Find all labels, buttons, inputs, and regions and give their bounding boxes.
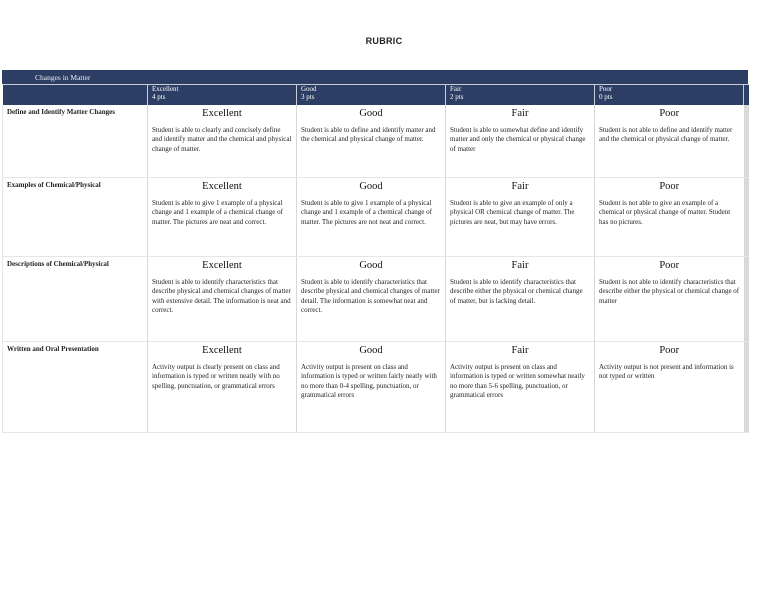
- cell-level: Good: [359, 181, 383, 192]
- rubric-cell: [148, 178, 297, 257]
- cell-description: Activity output is not present and information is not typed or written: [599, 362, 734, 380]
- rubric-cell: [148, 257, 297, 342]
- table-row: [3, 257, 749, 342]
- cell-description: Student is not able to identify characteristics that describe either the physical or chemical change of matter: [599, 277, 740, 305]
- cell-level: Good: [359, 108, 383, 119]
- criterion-name: Written and Oral Presentation: [3, 342, 148, 433]
- rubric-cell: [446, 257, 595, 342]
- cell-description: Student is able to somewhat define and identify matter and only the chemical or physical change of matter: [450, 125, 586, 153]
- table-row: [3, 342, 749, 433]
- header-level-fair: [446, 85, 595, 106]
- rubric-cell: [446, 342, 595, 433]
- cell-description: Student is able to identify characteristics that describe either the physical or chemical change of matter, but is lacking detail.: [450, 277, 583, 305]
- rubric-cell: [446, 178, 595, 257]
- cell-level: Excellent: [202, 181, 242, 192]
- rubric-cell: [297, 105, 446, 178]
- cell-description: Student is able to identify characteristics that describe physical and chemical changes of matter with extensive detail. The information is neat and correct.: [152, 277, 291, 314]
- cell-level: Poor: [659, 345, 680, 356]
- level-points: 2 pts: [450, 93, 464, 101]
- cell-description: Student is able to give an example of only a physical OR chemical change of matter. The pictures are neat, but may have errors.: [450, 198, 575, 226]
- cell-level: Poor: [659, 181, 680, 192]
- rubric-cell: [148, 105, 297, 178]
- cell-description: Student is able to clearly and concisely define and identify matter and the chemical and physical change of matter.: [152, 125, 292, 153]
- level-points: 0 pts: [599, 93, 613, 101]
- header-blank: [3, 85, 148, 106]
- cell-level: Good: [359, 260, 383, 271]
- rubric-cell: [297, 257, 446, 342]
- cell-level: Fair: [511, 260, 529, 271]
- cell-description: Activity output is clearly present on class and information is typed or written neatly with no spelling, punctuation, or grammatical errors: [152, 362, 280, 390]
- header-level-poor: [595, 85, 744, 106]
- cell-description: Activity output is present on class and information is typed or written fairly neatly with no more than 0-4 spelling, punctuation, or grammatical errors: [301, 362, 437, 399]
- rubric-cell: [297, 178, 446, 257]
- cell-level: Poor: [659, 108, 680, 119]
- cell-level: Fair: [511, 181, 529, 192]
- criterion-name: Define and Identify Matter Changes: [3, 105, 148, 178]
- cell-level: Excellent: [202, 345, 242, 356]
- cell-level: Poor: [659, 260, 680, 271]
- table-row: [3, 105, 749, 178]
- rubric-cell: [595, 178, 744, 257]
- row-edge: [744, 178, 749, 257]
- rubric-cell: [297, 342, 446, 433]
- header-level-good: [297, 85, 446, 106]
- row-edge: [744, 342, 749, 433]
- rubric-cell: [148, 342, 297, 433]
- level-name: Poor: [599, 85, 613, 93]
- header-level-excellent: [148, 85, 297, 106]
- row-edge: [744, 257, 749, 342]
- cell-level: Fair: [511, 345, 529, 356]
- table-row: [3, 178, 749, 257]
- level-name: Good: [301, 85, 317, 93]
- rubric-cell: [595, 342, 744, 433]
- rubric-cell: [595, 257, 744, 342]
- header-edge: [744, 85, 749, 106]
- header-row: [3, 85, 749, 106]
- criterion-name: Examples of Chemical/Physical: [3, 178, 148, 257]
- rubric-cell: [595, 105, 744, 178]
- level-name: Fair: [450, 85, 462, 93]
- criterion-name: Descriptions of Chemical/Physical: [3, 257, 148, 342]
- cell-description: Student is able to give 1 example of a physical change and 1 example of a chemical change of matter. The pictures are not neat and correct.: [301, 198, 432, 226]
- rubric-table: [2, 70, 748, 433]
- level-name: Excellent: [152, 85, 179, 93]
- cell-description: Student is not able to define and identify matter and the chemical or physical change of matter.: [599, 125, 733, 143]
- rubric-grid: [2, 84, 749, 433]
- row-edge: [744, 105, 749, 178]
- cell-description: Student is able to give 1 example of a physical change and 1 example of a chemical change of matter. The pictures are neat and correct.: [152, 198, 283, 226]
- page-title: RUBRIC: [365, 36, 403, 46]
- cell-level: Good: [359, 345, 383, 356]
- cell-description: Student is not able to give an example of a chemical or physical change of matter. Student has no pictures.: [599, 198, 731, 226]
- cell-description: Activity output is present on class and information is typed or written somewhat neatly no more than 5-6 spelling, punctuation, or grammatical errors: [450, 362, 585, 399]
- cell-description: Student is able to identify characteristics that describe physical and chemical changes of matter detail. The information is somewhat neat and correct.: [301, 277, 440, 314]
- cell-level: Fair: [511, 108, 529, 119]
- cell-level: Excellent: [202, 108, 242, 119]
- cell-description: Student is able to define and identify matter and the chemical and physical change of matter.: [301, 125, 436, 143]
- level-points: 3 pts: [301, 93, 315, 101]
- rubric-cell: [446, 105, 595, 178]
- cell-level: Excellent: [202, 260, 242, 271]
- level-points: 4 pts: [152, 93, 166, 101]
- rubric-caption: Changes in Matter: [2, 70, 748, 84]
